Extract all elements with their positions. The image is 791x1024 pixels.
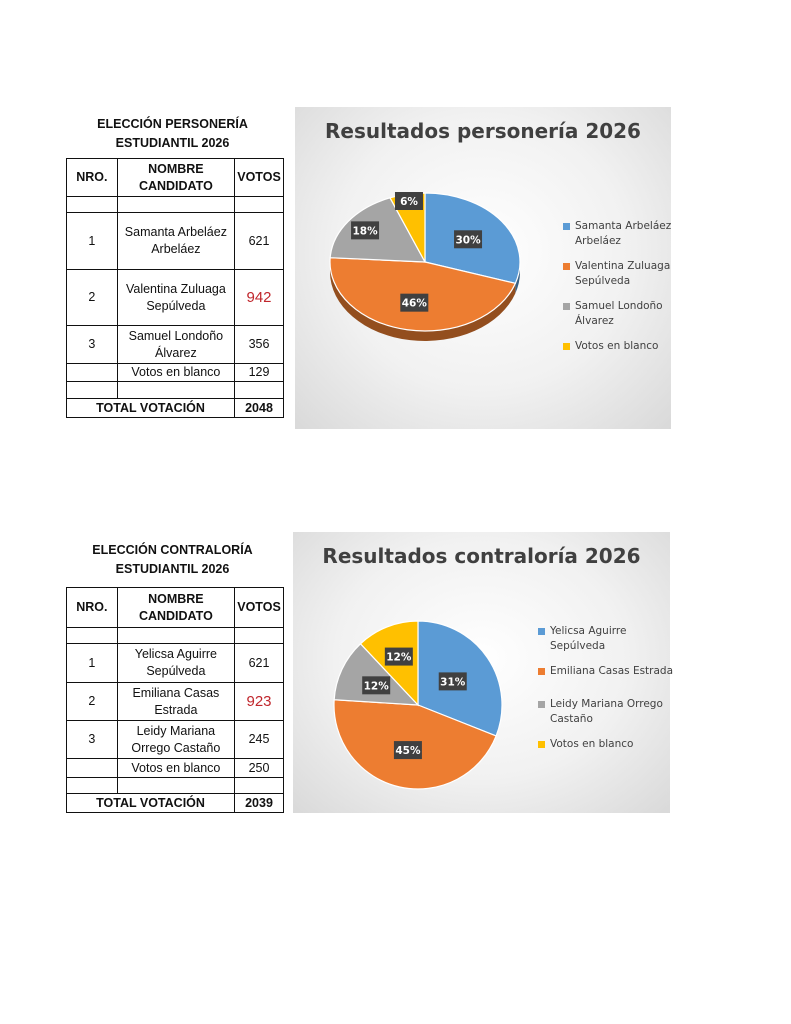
data-label <box>454 230 482 248</box>
data-label <box>351 221 379 239</box>
legend-swatch <box>538 701 545 708</box>
table-spacer-row <box>67 197 284 213</box>
table-header-row <box>67 159 284 197</box>
header-votes: VOTOS <box>235 588 284 628</box>
row-name: Emiliana Casas Estrada <box>117 683 234 721</box>
legend-label: Votos en blanco <box>575 340 659 352</box>
row-votes: 923 <box>235 683 284 721</box>
row-nro <box>67 759 118 778</box>
table-row <box>67 721 284 759</box>
row-name: Votos en blanco <box>117 364 234 382</box>
chart2-container <box>293 532 674 813</box>
row-nro: 2 <box>67 683 118 721</box>
row-name: Yelicsa Aguirre Sepúlveda <box>117 644 234 683</box>
election1-title-line2: ESTUDIANTIL 2026 <box>115 136 230 150</box>
total-value: 2048 <box>235 399 284 418</box>
table-row <box>67 326 284 364</box>
row-name: Leidy Mariana Orrego Castaño <box>117 721 234 759</box>
row-nro: 3 <box>67 326 118 364</box>
legend-item <box>538 624 674 654</box>
row-nro <box>67 364 118 382</box>
table-total-row <box>67 399 284 418</box>
row-votes: 245 <box>235 721 284 759</box>
legend-swatch <box>563 343 570 350</box>
table-total-row <box>67 794 284 813</box>
legend-swatch <box>563 263 570 270</box>
data-label <box>385 648 413 666</box>
table-header-row <box>67 588 284 628</box>
table-row <box>67 270 284 326</box>
row-votes: 250 <box>235 759 284 778</box>
row-nro: 1 <box>67 644 118 683</box>
table-row <box>67 759 284 778</box>
legend-label: Leidy Mariana Orrego Castaño <box>550 698 663 725</box>
total-label: TOTAL VOTACIÓN <box>67 399 235 418</box>
row-votes: 129 <box>235 364 284 382</box>
svg-text:12%: 12% <box>363 680 389 693</box>
legend-item <box>563 299 677 329</box>
data-label <box>395 192 423 210</box>
table-spacer-row <box>67 382 284 399</box>
legend-item <box>538 737 674 752</box>
row-nro: 2 <box>67 270 118 326</box>
legend-item <box>563 339 677 354</box>
legend-label: Samuel Londoño Álvarez <box>575 300 663 327</box>
election1-title <box>70 115 275 153</box>
table-row <box>67 683 284 721</box>
table-row <box>67 364 284 382</box>
chart1-legend <box>563 219 677 364</box>
data-label <box>362 676 390 694</box>
row-votes: 356 <box>235 326 284 364</box>
legend-item <box>563 259 677 289</box>
table-row <box>67 213 284 270</box>
svg-text:45%: 45% <box>395 745 421 758</box>
header-nro: NRO. <box>67 159 118 197</box>
table-spacer-row <box>67 628 284 644</box>
data-label <box>439 672 467 690</box>
svg-text:31%: 31% <box>440 676 466 689</box>
data-label <box>400 294 428 312</box>
row-votes: 621 <box>235 213 284 270</box>
election1-title-line1: ELECCIÓN PERSONERÍA <box>97 117 248 131</box>
chart1-container <box>295 107 671 429</box>
election2-title <box>70 541 275 579</box>
election2-title-line2: ESTUDIANTIL 2026 <box>115 562 230 576</box>
svg-text:30%: 30% <box>455 234 481 247</box>
legend-item <box>563 219 677 249</box>
legend-item <box>538 664 674 679</box>
chart1-title: Resultados personería 2026 <box>325 119 641 143</box>
svg-text:12%: 12% <box>386 651 412 664</box>
header-nro: NRO. <box>67 588 118 628</box>
legend-label: Emiliana Casas Estrada <box>550 665 674 677</box>
row-name: Samuel Londoño Álvarez <box>117 326 234 364</box>
row-name: Valentina Zuluaga Sepúlveda <box>117 270 234 326</box>
election1-table <box>66 158 284 418</box>
row-votes: 942 <box>235 270 284 326</box>
header-name: NOMBRE CANDIDATO <box>117 588 234 628</box>
svg-text:18%: 18% <box>352 225 378 238</box>
election2-table <box>66 587 284 813</box>
legend-label: Valentina Zuluaga Sepúlveda <box>575 260 671 287</box>
legend-swatch <box>538 628 545 635</box>
svg-text:6%: 6% <box>400 195 418 208</box>
header-name: NOMBRE CANDIDATO <box>117 159 234 197</box>
legend-label: Votos en blanco <box>550 738 634 750</box>
chart2-title: Resultados contraloría 2026 <box>322 544 641 568</box>
legend-swatch <box>563 223 570 230</box>
legend-swatch <box>563 303 570 310</box>
table-spacer-row <box>67 778 284 794</box>
row-name: Samanta Arbeláez Arbeláez <box>117 213 234 270</box>
header-votes: VOTOS <box>235 159 284 197</box>
svg-text:46%: 46% <box>401 297 427 310</box>
row-nro: 3 <box>67 721 118 759</box>
table-row <box>67 644 284 683</box>
election2-title-line1: ELECCIÓN CONTRALORÍA <box>92 543 253 557</box>
total-value: 2039 <box>235 794 284 813</box>
row-votes: 621 <box>235 644 284 683</box>
data-label <box>394 741 422 759</box>
total-label: TOTAL VOTACIÓN <box>67 794 235 813</box>
legend-swatch <box>538 741 545 748</box>
legend-item <box>538 697 674 727</box>
legend-label: Samanta Arbeláez Arbeláez <box>575 220 672 247</box>
chart2-legend <box>538 624 674 762</box>
row-name: Votos en blanco <box>117 759 234 778</box>
row-nro: 1 <box>67 213 118 270</box>
legend-label: Yelicsa Aguirre Sepúlveda <box>550 625 627 652</box>
legend-swatch <box>538 668 545 675</box>
